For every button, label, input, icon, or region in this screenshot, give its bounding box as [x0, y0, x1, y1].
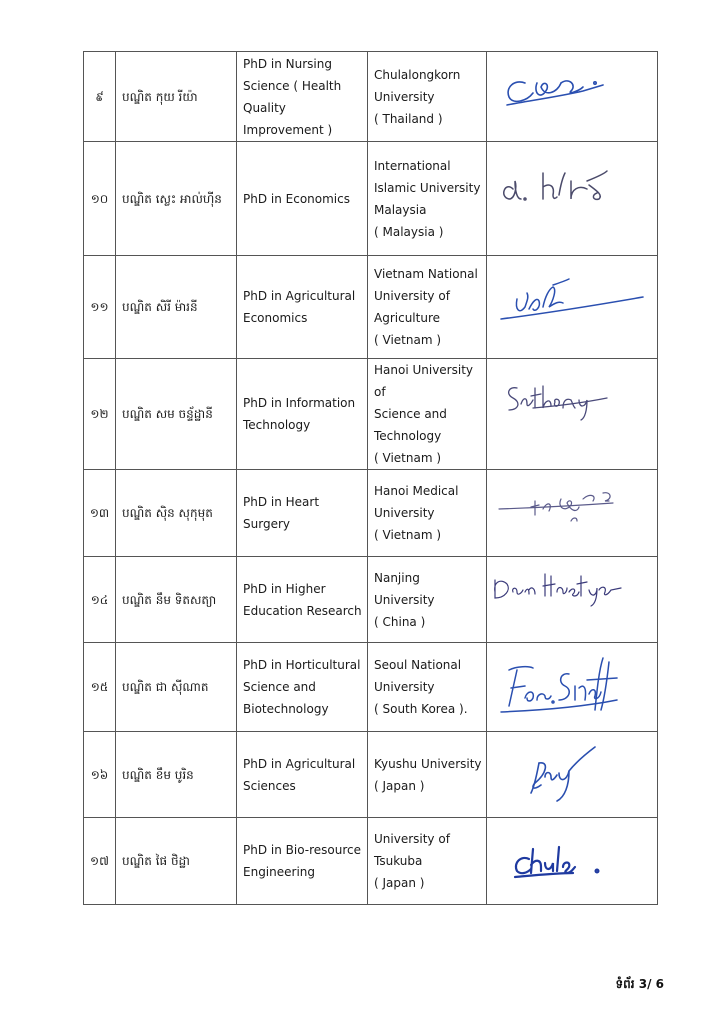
university-cell: [368, 256, 487, 359]
degree-line: PhD in Bio-resource: [243, 843, 362, 857]
signature-image: [487, 471, 657, 556]
degree-cell: [237, 732, 368, 818]
person-name: បណ្ឌិត ស្លេះ អាល់ហ៊ីន: [116, 142, 237, 256]
university-line: Chulalongkorn: [374, 67, 461, 82]
degree-line: PhD in Information: [243, 396, 356, 410]
row-number: ១៧: [84, 818, 116, 905]
university-cell: [368, 52, 487, 142]
degree-line: PhD in Higher: [243, 581, 326, 596]
row-number: ១០: [84, 142, 116, 256]
university-line: Seoul National: [374, 658, 462, 672]
degree-cell: [237, 818, 368, 905]
university-line: University: [374, 680, 435, 694]
row-number: ១៥: [84, 643, 116, 732]
signature-cell: [487, 557, 658, 643]
signature-image: [487, 733, 657, 817]
person-name: បណ្ឌិត ជា ស៊ីណាត: [116, 643, 237, 732]
signature-image: [487, 558, 657, 642]
degree-line: Technology: [243, 418, 311, 432]
degree-line: PhD in Agricultural: [243, 756, 356, 771]
person-name: បណ្ឌិត ផៃ ថិដ្ឋា: [116, 818, 237, 905]
university-line: ( Japan ): [374, 778, 425, 793]
degree-line: Quality Improvement ): [243, 100, 333, 137]
degree-line: Science and: [243, 680, 316, 694]
university-line: Vietnam National: [374, 267, 478, 281]
university-line: Islamic University: [374, 180, 481, 195]
table-row: [84, 732, 658, 818]
signature-table: [83, 51, 658, 905]
university-line: Science and: [374, 407, 447, 421]
university-line: ( Malaysia ): [374, 224, 444, 239]
university-line: University: [374, 89, 435, 104]
signature-cell: [487, 818, 658, 905]
signature-image: [487, 53, 657, 141]
signature-image: [487, 364, 657, 465]
university-cell: [368, 470, 487, 557]
degree-line: Science ( Health: [243, 78, 342, 93]
row-number: ៩: [84, 52, 116, 142]
university-line: Malaysia: [374, 202, 427, 217]
table-row: [84, 359, 658, 470]
degree-line: PhD in Nursing: [243, 56, 332, 71]
university-line: ( Vietnam ): [374, 333, 442, 347]
degree-line: Biotechnology: [243, 702, 329, 716]
university-line: University of: [374, 832, 450, 846]
university-line: Agriculture: [374, 311, 440, 325]
person-name: បណ្ឌិត នឹម ទិតសត្យា: [116, 557, 237, 643]
degree-cell: [237, 52, 368, 142]
person-name: បណ្ឌិត ស៊ិន សុកុមុត: [116, 470, 237, 557]
person-name: បណ្ឌិត កុយ រីយ៉ា: [116, 52, 237, 142]
degree-line: Sciences: [243, 778, 296, 793]
signature-cell: [487, 142, 658, 256]
person-name: បណ្ឌិត ខឹម បូរិន: [116, 732, 237, 818]
table-row: [84, 818, 658, 905]
page-number: ទំព័រ 3/ 6: [615, 977, 664, 991]
signature-cell: [487, 52, 658, 142]
university-cell: [368, 142, 487, 256]
university-cell: [368, 359, 487, 470]
degree-line: Education Research: [243, 603, 362, 618]
signature-cell: [487, 359, 658, 470]
degree-line: Engineering: [243, 865, 315, 879]
signature-cell: [487, 256, 658, 359]
signature-image: [487, 819, 657, 904]
row-number: ១១: [84, 256, 116, 359]
signature-image: [487, 257, 657, 358]
university-line: Tsukuba: [374, 854, 423, 868]
degree-cell: [237, 470, 368, 557]
table-row: [84, 643, 658, 732]
degree-line: PhD in Agricultural: [243, 289, 356, 303]
university-line: ( Vietnam ): [374, 451, 442, 465]
signature-cell: [487, 732, 658, 818]
university-cell: [368, 732, 487, 818]
table-row: [84, 256, 658, 359]
university-line: Technology: [374, 429, 442, 443]
table-row: [84, 557, 658, 643]
signature-cell: [487, 470, 658, 557]
degree-line: PhD in Economics: [243, 191, 350, 206]
person-name: បណ្ឌិត សម ចន្ទ័ដ្ឋានី: [116, 359, 237, 470]
university-line: International: [374, 158, 451, 173]
university-line: Kyushu University: [374, 756, 482, 771]
signature-cell: [487, 643, 658, 732]
row-number: ១៤: [84, 557, 116, 643]
degree-cell: [237, 557, 368, 643]
degree-line: PhD in Horticultural: [243, 658, 361, 672]
degree-line: Economics: [243, 311, 308, 325]
university-line: Hanoi University of: [374, 363, 474, 399]
table-row: [84, 470, 658, 557]
university-line: ( Japan ): [374, 876, 425, 890]
person-name: បណ្ឌិត សិរី ម៉ារនី: [116, 256, 237, 359]
university-line: ( Vietnam ): [374, 528, 442, 542]
degree-line: PhD in Heart Surgery: [243, 495, 320, 531]
row-number: ១៦: [84, 732, 116, 818]
table-row: [84, 52, 658, 142]
university-cell: [368, 643, 487, 732]
university-line: Nanjing University: [374, 570, 435, 607]
signature-image: [487, 644, 657, 731]
university-line: University: [374, 506, 435, 520]
university-line: University of: [374, 289, 450, 303]
university-line: ( Thailand ): [374, 111, 443, 126]
signature-image: [487, 143, 657, 255]
university-line: Hanoi Medical: [374, 484, 459, 498]
degree-cell: [237, 359, 368, 470]
university-line: ( China ): [374, 614, 426, 629]
university-cell: [368, 557, 487, 643]
university-cell: [368, 818, 487, 905]
row-number: ១៣: [84, 470, 116, 557]
degree-cell: [237, 142, 368, 256]
row-number: ១២: [84, 359, 116, 470]
degree-cell: [237, 643, 368, 732]
university-line: ( South Korea ).: [374, 702, 468, 716]
table-row: [84, 142, 658, 256]
degree-cell: [237, 256, 368, 359]
